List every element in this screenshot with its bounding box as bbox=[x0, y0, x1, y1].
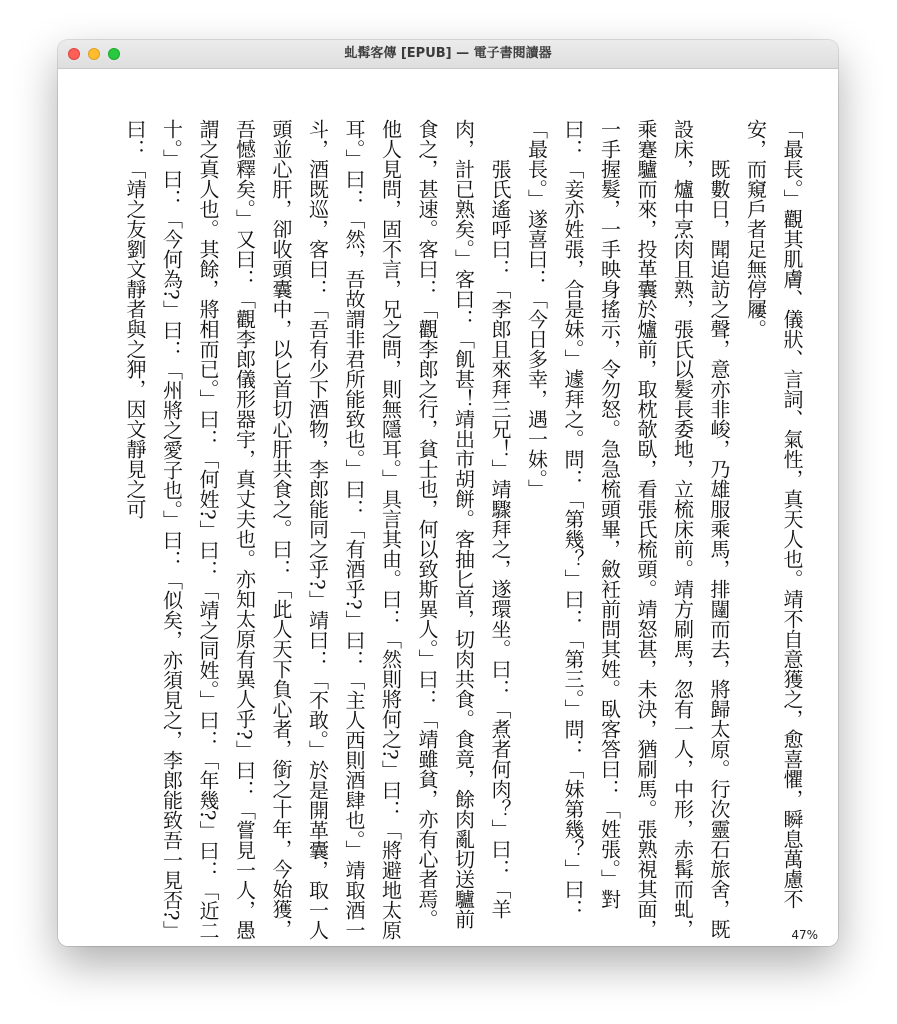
book-page-text bbox=[90, 119, 810, 941]
window-title: 虬髯客傳 [EPUB] — 電子書閱讀器 bbox=[344, 46, 552, 61]
paragraph: 既數日，聞追訪之聲，意亦非峻，乃雄服乘馬，排闥而去，將歸太原。行次靈石旅舍，既設床，爐中烹肉且熟，張氏以髮長委地，立梳床前。靖方刷馬，忽有一人，中形，赤髯而虬，乘蹇驢而來，投革囊於爐前，取枕欹臥，看張氏梳頭。靖怒甚，未決，猶刷馬。張熟視其面，一手握髮，一手映身搖示，令勿怒。急急梳頭畢，斂衽前問其姓。臥客答曰：「姓張。」對曰：「妾亦姓張，合是妹。」遽拜之。問：「第幾？」曰：「第三。」問：「妹第幾？」曰：「最長。」遂喜曰：「今日多幸，遇一妹。」 bbox=[524, 119, 731, 939]
reading-area[interactable] bbox=[58, 69, 838, 946]
paragraph: 「最長。」觀其肌膚、儀狀、言詞、氣性，真天人也。靖不自意獲之，愈喜懼，瞬息萬慮不安，而窺戶者足無停屨。 bbox=[743, 119, 804, 909]
reading-progress: 47% bbox=[791, 928, 818, 942]
reader-window bbox=[58, 40, 838, 946]
title-bar[interactable] bbox=[58, 40, 838, 69]
paragraph: 張氏遙呼曰：「李郎且來拜三兄！」靖驟拜之，遂環坐。曰：「煮者何肉？」曰：「羊肉，計已熟矣。」客曰：「飢甚！靖出市胡餅。客抽匕首，切肉共食。食竟，餘肉亂切送驢前食之，甚速。客曰：「觀李郎之行，貧士也，何以致斯異人。」曰：「靖雖貧，亦有心者焉。他人見問，固不言，兄之問，則無隱耳。」具言其由。曰：「然則將何之?」曰：「將避地太原耳。」曰：「然，吾故謂非君所能致也。」曰：「有酒乎?」曰：「主人西則酒肆也。」靖取酒一斗，酒既巡，客曰：「吾有少下酒物，李郎能同之乎?」靖曰：「不敢。」於是開革囊，取一人頭並心肝，卻收頭囊中，以匕首切心肝共食之。曰：「此人天下負心者，銜之十年，今始獲，吾憾釋矣。」又曰：「觀李郎儀形器宇，真丈夫也。亦知太原有異人乎?」曰：「嘗見一人，愚謂之真人也。其餘，將相而已。」曰：「何姓?」曰：「靖之同姓。」曰：「年幾?」曰：「近二十。」曰：「今何為?」曰：「州將之愛子也。」曰：「似矣，亦須見之，李郎能致吾一見否?」曰：「靖之友劉文靜者與之狎，因文靜見之可 bbox=[123, 119, 512, 941]
